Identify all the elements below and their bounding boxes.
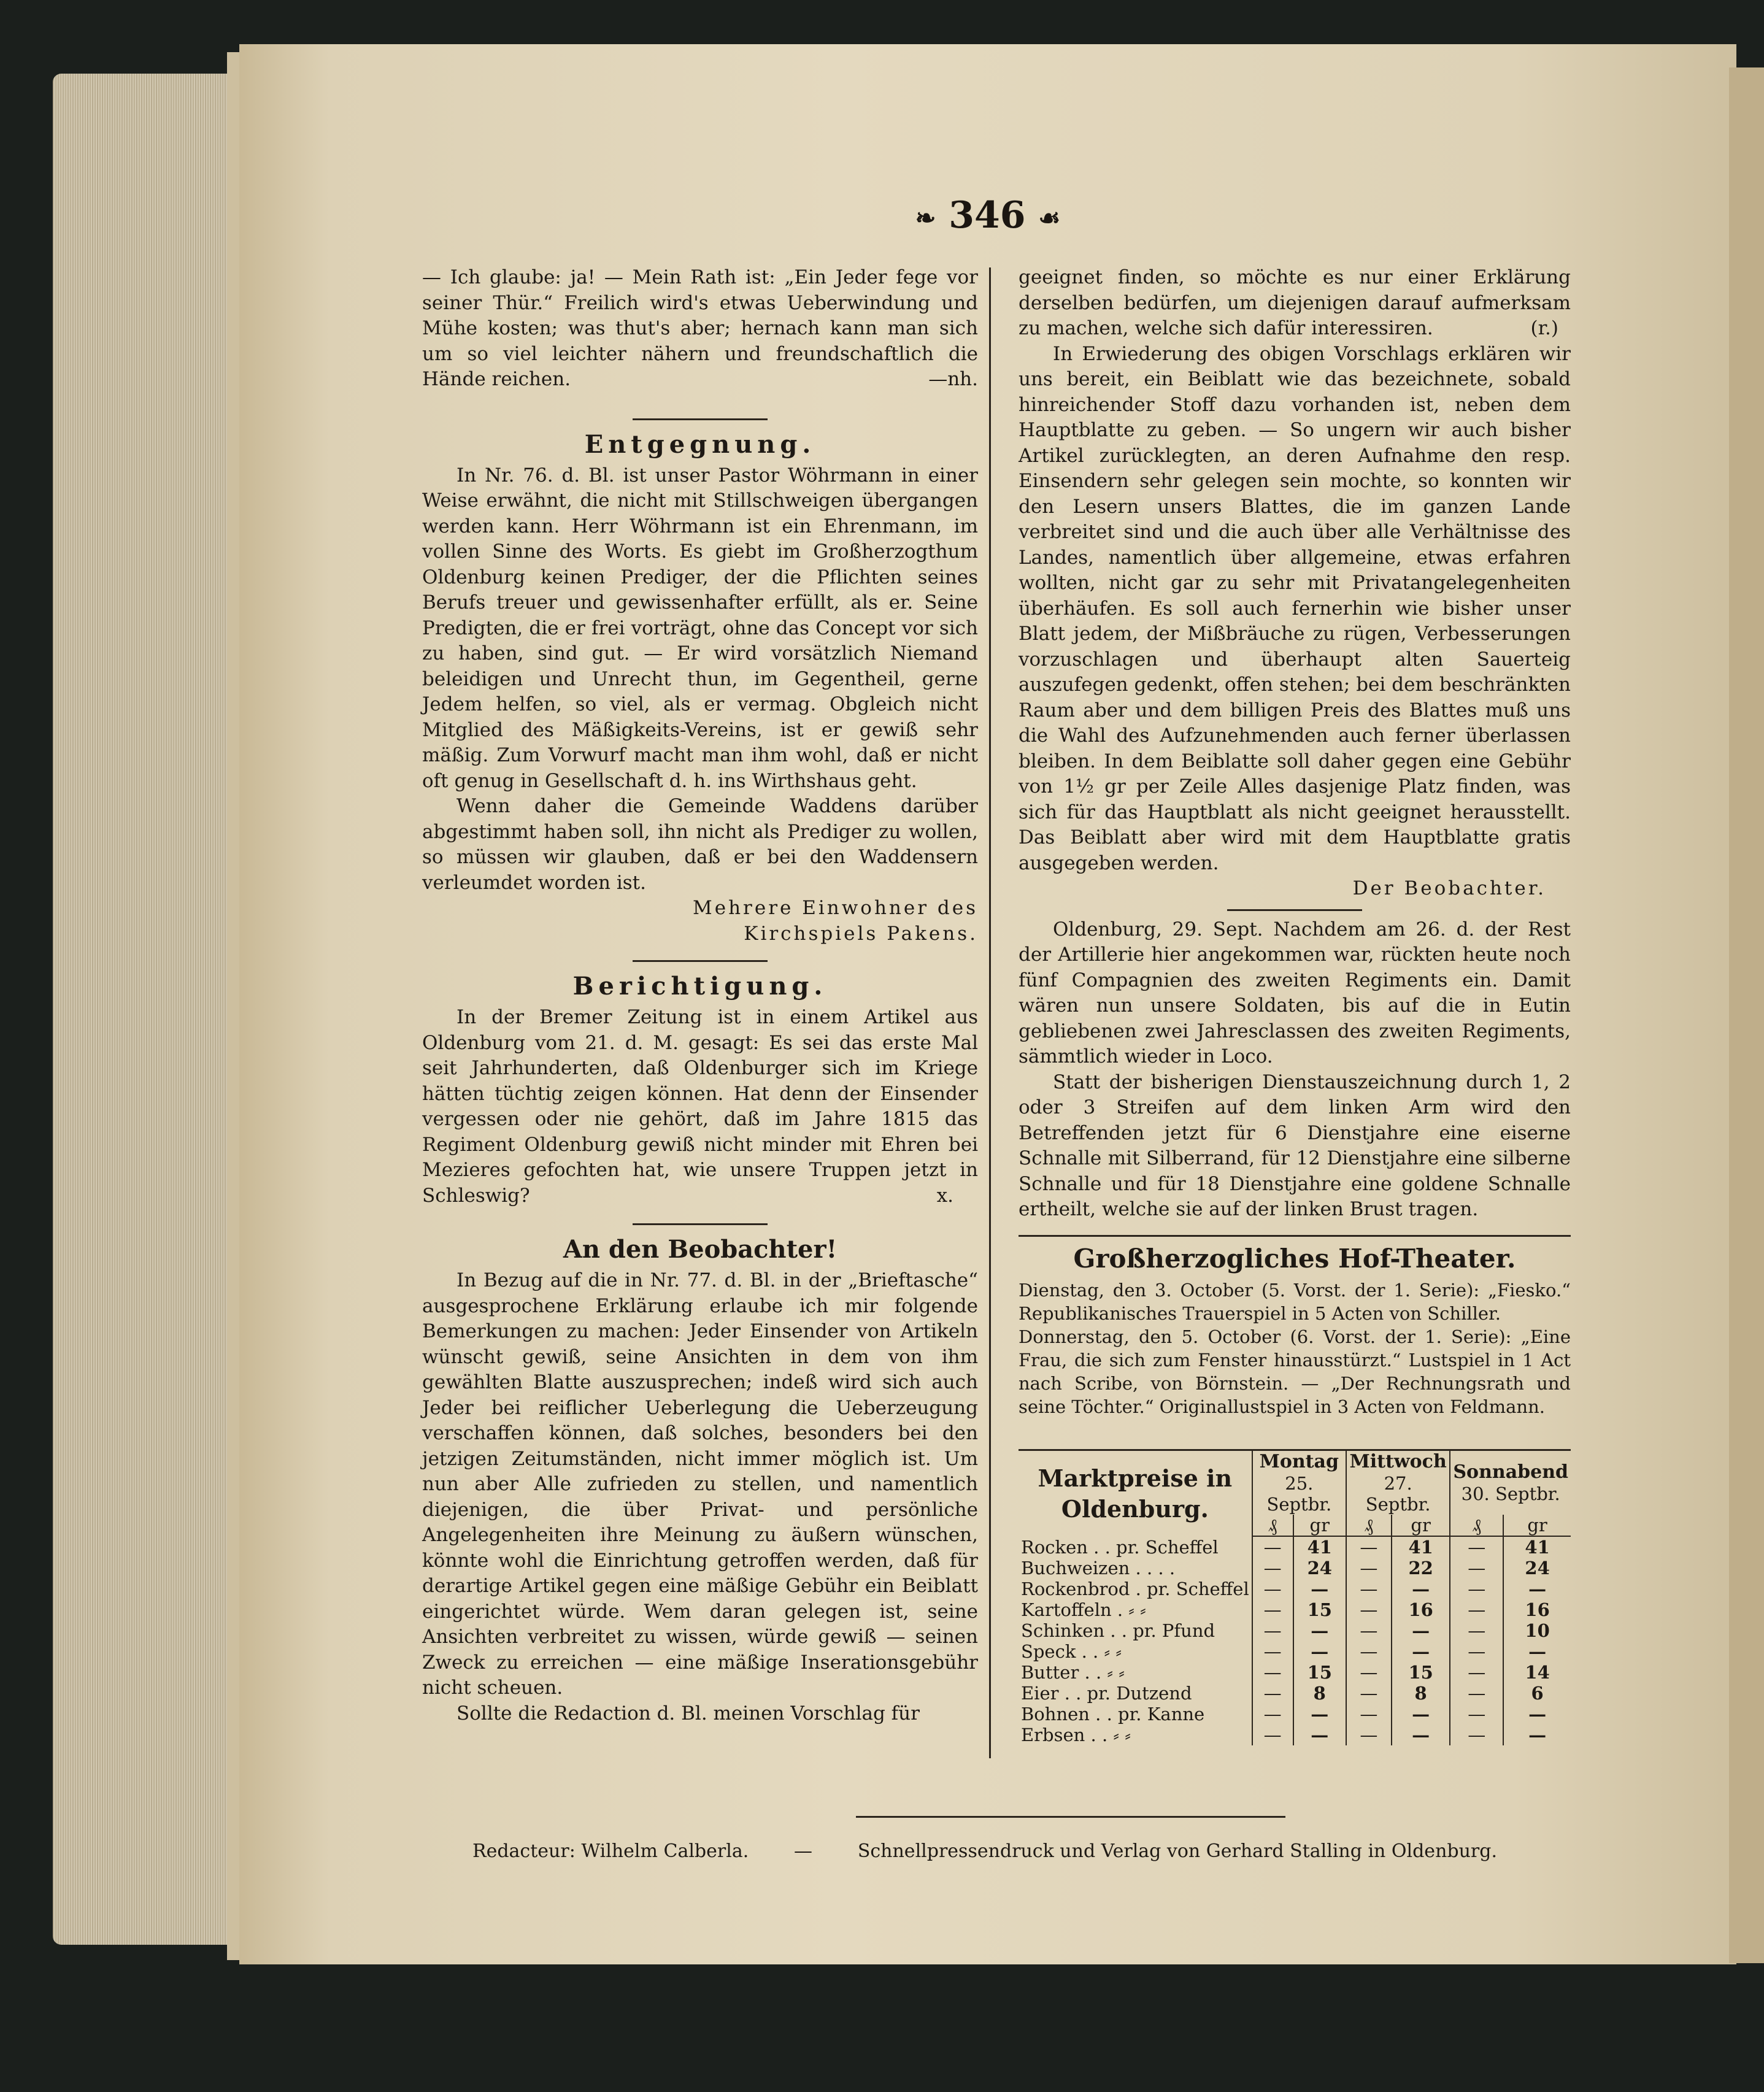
footer-dash: — <box>794 1840 813 1862</box>
entgegnung-heading: Entgegnung. <box>584 429 816 459</box>
market-price-cell: — <box>1450 1662 1503 1683</box>
market-price-cell: — <box>1252 1579 1293 1599</box>
market-price-cell: — <box>1293 1641 1346 1662</box>
market-title-cell <box>1019 1450 1252 1537</box>
market-row <box>1019 1579 1571 1599</box>
market-price-cell: — <box>1450 1683 1503 1704</box>
berichtigung-paragraph: In der Bremer Zeitung ist in einem Artikel aus Oldenburg vom 21. d. M. gesagt: Es sei das erste Mal seit Jahrhunderten, daß Oldenburger sich im Kriege hätten tüchtig zeigen können. Hat denn der Einsender vergessen oder nie gehört, daß im Jahre 1815 das Regiment Oldenburg gewiß nicht minder mit Ehren bei Mezieres gefochten hat, wie unsere Truppen jetzt in Schleswig? x. <box>422 1005 978 1209</box>
market-row <box>1019 1536 1571 1558</box>
footer-printer: Schnellpressendruck und Verlag von Gerhard Stalling in Oldenburg. <box>857 1840 1497 1862</box>
market-row <box>1019 1641 1571 1662</box>
market-price-cell: — <box>1346 1620 1392 1641</box>
market-row <box>1019 1725 1571 1745</box>
market-price-cell: 10 <box>1503 1620 1571 1641</box>
page-number-text: 346 <box>949 194 1026 237</box>
left-column <box>422 265 978 1726</box>
market-row <box>1019 1620 1571 1641</box>
section-rule <box>633 960 768 962</box>
unit-cell: ₰ <box>1346 1515 1392 1536</box>
theater-listing-2: Donnerstag, den 5. October (6. Vorst. der 1. Serie): „Eine Frau, die sich zum Fenster hinausstürzt.“ Lustspiel in 1 Act nach Scribe, von Börnstein. — „Der Rechnungsrath und seine Töchter.“ Originallustspiel in 3 Acten von Feldmann. <box>1019 1326 1571 1417</box>
market-row-label: Kartoffeln . ⸗ ⸗ <box>1021 1599 1146 1620</box>
page-number <box>853 194 1123 243</box>
unit-cell: gr <box>1503 1515 1571 1536</box>
market-price-cell: 15 <box>1392 1662 1450 1683</box>
market-price-cell: — <box>1346 1536 1392 1558</box>
market-row-label: Speck . . ⸗ ⸗ <box>1021 1641 1122 1662</box>
page-footer <box>472 1840 1497 1862</box>
market-price-cell: — <box>1346 1641 1392 1662</box>
market-price-cell: — <box>1252 1620 1293 1641</box>
market-price-cell: 41 <box>1293 1536 1346 1558</box>
market-row-label: Rockenbrod . pr. Scheffel <box>1021 1579 1249 1599</box>
market-row-label: Butter . . ⸗ ⸗ <box>1021 1662 1125 1683</box>
section-rule <box>1227 909 1362 911</box>
market-row <box>1019 1683 1571 1704</box>
market-price-cell: — <box>1346 1704 1392 1725</box>
market-price-cell: — <box>1503 1641 1571 1662</box>
continued-signature: (r.) <box>1530 317 1558 339</box>
market-price-cell: — <box>1450 1620 1503 1641</box>
market-price-cell: — <box>1346 1599 1392 1620</box>
market-row-label: Bohnen . . pr. Kanne <box>1021 1704 1205 1725</box>
market-price-cell: — <box>1503 1579 1571 1599</box>
section-rule <box>633 418 768 420</box>
next-page-edge <box>1729 67 1764 1963</box>
market-price-cell: — <box>1392 1641 1450 1662</box>
column-divider <box>989 267 991 1758</box>
market-price-cell: — <box>1252 1599 1293 1620</box>
market-price-cell: — <box>1252 1641 1293 1662</box>
market-price-cell: — <box>1252 1683 1293 1704</box>
market-price-cell: — <box>1252 1558 1293 1579</box>
market-title-line-1: Marktpreise in <box>1038 1464 1233 1492</box>
market-price-cell: 41 <box>1503 1536 1571 1558</box>
market-price-cell: — <box>1346 1558 1392 1579</box>
intro-signature: —nh. <box>928 368 978 390</box>
left-ornament-icon: ❧ <box>915 204 936 233</box>
beobachter-heading: An den Beobachter! <box>563 1235 838 1264</box>
oldenburg-news-paragraph-1: Oldenburg, 29. Sept. Nachdem am 26. d. der Rest der Artillerie hier angekommen war, rückten heute noch fünf Compagnien des zweiten Regiments ein. Damit wären nun unsere Soldaten, bis auf die in Eutin gebliebenen zwei Jahresclassen des zweiten Regiments, sämmtlich wieder in Loco. <box>1019 918 1571 1067</box>
market-row <box>1019 1662 1571 1683</box>
footer-editor: Redacteur: Wilhelm Calberla. <box>472 1840 749 1862</box>
intro-paragraph: — Ich glaube: ja! — Mein Rath ist: „Ein Jeder fege vor seiner Thür.“ Freilich wird's etwas Ueberwindung und Mühe kosten; was thut's aber; hernach kann man sich um so viel leichter nähern und freundschaftlich die Hände reichen. —nh. <box>422 265 978 393</box>
market-price-cell: 15 <box>1293 1599 1346 1620</box>
market-row <box>1019 1599 1571 1620</box>
market-price-cell: 8 <box>1293 1683 1346 1704</box>
market-price-cell: 24 <box>1503 1558 1571 1579</box>
market-price-cell: — <box>1392 1704 1450 1725</box>
market-price-cell: — <box>1450 1725 1503 1745</box>
market-price-cell: — <box>1450 1536 1503 1558</box>
market-price-cell: 16 <box>1392 1599 1450 1620</box>
market-row <box>1019 1558 1571 1579</box>
market-price-cell: 41 <box>1392 1536 1450 1558</box>
entgegnung-signature: Mehrere Einwohner des Kirchspiels Pakens. <box>693 897 978 945</box>
beobachter-paragraph-1: In Bezug auf die in Nr. 77. d. Bl. in der „Brieftasche“ ausgesprochene Erklärung erlaube ich mir folgende Bemerkungen zu machen: Jeder Einsender von Artikeln wünscht gewiß, seine Ansichten in dem von ihm gewählten Blatte auszusprechen; indeß wird sich auch Jeder bei reiflicher Ueberlegung die Ueberzeugung verschaffen können, daß solches, besonders bei den jetzigen Zeitumständen, nicht immer möglich ist. Um nun aber Alle zufrieden zu stellen, und namentlich diejenigen, die über Privat- und persönliche Angelegenheiten ihre Meinung zu äußern wünschen, könnte wohl die Einrichtung getroffen werden, daß für derartige Artikel gegen eine mäßige Gebühr ein Beiblatt eingerichtet würde. Wem daran gelegen ist, seine Ansichten verbreitet zu wissen, würde gewiß — seinen Zweck zu erreichen — eine mäßige Inserationsgebühr nicht scheuen. <box>422 1269 978 1699</box>
market-price-cell: — <box>1346 1725 1392 1745</box>
market-price-cell: — <box>1252 1725 1293 1745</box>
market-price-cell: — <box>1293 1579 1346 1599</box>
entgegnung-paragraph-2: Wenn daher die Gemeinde Waddens darüber abgestimmt haben soll, ihn nicht als Prediger zu wollen, so müssen wir glauben, daß er bei den Waddensern verleumdet worden ist. <box>422 795 978 894</box>
market-price-cell: — <box>1346 1683 1392 1704</box>
market-price-cell: — <box>1450 1704 1503 1725</box>
unit-cell: ₰ <box>1450 1515 1503 1536</box>
market-day-monday: Montag 25. Septbr. <box>1252 1450 1346 1515</box>
market-price-cell: — <box>1450 1599 1503 1620</box>
market-price-cell: 15 <box>1293 1662 1346 1683</box>
reply-signature: Der Beobachter. <box>1352 877 1546 899</box>
continued-paragraph: geeignet finden, so möchte es nur einer Erklärung derselben bedürfen, um diejenigen darauf aufmerksam zu machen, welche sich dafür interessiren. (r.) <box>1019 265 1571 342</box>
market-price-cell: — <box>1293 1704 1346 1725</box>
market-row-label: Buchweizen . . . . <box>1021 1558 1176 1579</box>
market-price-cell: — <box>1450 1558 1503 1579</box>
entgegnung-paragraph-1: In Nr. 76. d. Bl. ist unser Pastor Wöhrmann in einer Weise erwähnt, die nicht mit Stillschweigen übergangen werden kann. Herr Wöhrmann ist ein Ehrenmann, im vollen Sinne des Worts. Es giebt im Großherzogthum Oldenburg keinen Prediger, der die Pflichten seines Berufs treuer und gewissenhafter erfüllt, als er. Seine Predigten, die er frei vorträgt, ohne das Concept vor sich zu haben, sind gut. — Er wird vorsätzlich Niemand beleidigen und Unrecht thun, im Gegentheil, gerne Jedem helfen, so viel, als er vermag. Obgleich nicht Mitglied des Mäßigkeits-Vereins, ist er gewiß sehr mäßig. Zum Vorwurf macht man ihm wohl, daß er nicht oft genug in Gesellschaft d. h. ins Wirthshaus geht. <box>422 464 978 792</box>
market-price-cell: — <box>1450 1641 1503 1662</box>
reply-paragraph: In Erwiederung des obigen Vorschlags erklären wir uns bereit, ein Beiblatt wie das bezeichnete, sobald hinreichender Stoff dazu vorhanden ist, neben dem Hauptblatte zu geben. — So ungern wir auch bisher Artikel zurücklegten, an deren Aufnahme den resp. Einsendern sehr gelegen sein mochte, so konnten wir den Lesern unsers Blattes, die im ganzen Lande verbreitet sind und die auch über alle Verhältnisse des Landes, namentlich über allgemeine, etwas erfahren wollten, nicht gar zu sehr mit Privatangelegenheiten überhäufen. Es soll auch fernerhin wie bisher unser Blatt jedem, der Mißbräuche zu rügen, Verbesserungen vorzuschlagen und überhaupt alten Sauerteig auszufegen gedenkt, offen stehen; bei dem beschränkten Raum aber und dem billigen Preis des Blattes muß uns die Wahl des Aufzunehmenden auch ferner überlassen bleiben. In dem Beiblatte soll daher gegen eine Gebühr von 1½ gr per Zeile Alles dasjenige Platz finden, was sich für das Hauptblatt als nicht geeignet herausstellt. Das Beiblatt aber wird mit dem Hauptblatte gratis ausgegeben werden. <box>1019 342 1571 874</box>
market-price-cell: 22 <box>1392 1558 1450 1579</box>
market-price-cell: — <box>1503 1704 1571 1725</box>
page-edges <box>53 74 237 1945</box>
market-price-cell: — <box>1392 1579 1450 1599</box>
market-price-cell: — <box>1293 1620 1346 1641</box>
market-price-cell: — <box>1252 1536 1293 1558</box>
market-price-cell: — <box>1293 1725 1346 1745</box>
theater-heading: Großherzogliches Hof-Theater. <box>1073 1243 1516 1274</box>
section-rule <box>633 1223 768 1225</box>
market-price-cell: 14 <box>1503 1662 1571 1683</box>
market-price-cell: — <box>1392 1725 1450 1745</box>
market-price-cell: 8 <box>1392 1683 1450 1704</box>
market-price-table <box>1019 1449 1571 1745</box>
market-price-cell: 6 <box>1503 1683 1571 1704</box>
market-row-label: Rocken . . pr. Scheffel <box>1021 1536 1219 1558</box>
market-price-cell: 24 <box>1293 1558 1346 1579</box>
market-price-cell: — <box>1450 1579 1503 1599</box>
unit-cell: ₰ <box>1252 1515 1293 1536</box>
market-day-wednesday: Mittwoch 27. Septbr. <box>1346 1450 1450 1515</box>
theater-listing-1: Dienstag, den 3. October (5. Vorst. der 1. Serie): „Fiesko.“ Republikanisches Trauerspiel in 5 Acten von Schiller. <box>1019 1279 1571 1324</box>
oldenburg-news-paragraph-2: Statt der bisherigen Dienstauszeichnung durch 1, 2 oder 3 Streifen auf dem linken Arm wird den Betreffenden jetzt für 6 Dienstjahre eine eiserne Schnalle mit Silberrand, für 12 Dienstjahre eine silberne Schnalle und für 18 Dienstjahre eine goldene Schnalle ertheilt, welche sie auf der linken Brust tragen. <box>1019 1071 1571 1220</box>
market-row <box>1019 1704 1571 1725</box>
right-column <box>1019 265 1571 1418</box>
market-row-label: Eier . . pr. Dutzend <box>1021 1683 1192 1704</box>
market-price-cell: — <box>1252 1662 1293 1683</box>
section-rule <box>1019 1235 1571 1237</box>
market-price-cell: — <box>1252 1704 1293 1725</box>
market-price-cell: 16 <box>1503 1599 1571 1620</box>
right-ornament-icon: ☙ <box>1038 204 1061 233</box>
market-day-saturday: Sonnabend 30. Septbr. <box>1450 1450 1571 1515</box>
market-price-cell: — <box>1392 1620 1450 1641</box>
berichtigung-signature: x. <box>936 1184 953 1207</box>
footer-rule <box>856 1816 1285 1818</box>
market-body <box>1019 1536 1571 1745</box>
market-row-label: Schinken . . pr. Pfund <box>1021 1620 1215 1641</box>
market-price-cell: — <box>1503 1725 1571 1745</box>
market-row-label: Erbsen . . ⸗ ⸗ <box>1021 1725 1131 1745</box>
market-price-cell: — <box>1346 1662 1392 1683</box>
market-title-line-2: Oldenburg. <box>1061 1494 1209 1523</box>
market-header-row <box>1019 1450 1571 1515</box>
berichtigung-heading: Berichtigung. <box>572 972 828 1001</box>
market-price-cell: — <box>1346 1579 1392 1599</box>
beobachter-paragraph-2: Sollte die Redaction d. Bl. meinen Vorschlag für <box>456 1702 920 1725</box>
unit-cell: gr <box>1392 1515 1450 1536</box>
unit-cell: gr <box>1293 1515 1346 1536</box>
